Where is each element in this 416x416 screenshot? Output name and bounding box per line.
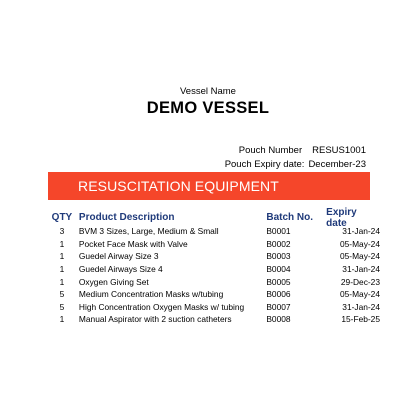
row-batch: B0004 <box>266 264 291 275</box>
row-batch: B0003 <box>266 251 291 262</box>
row-description: Medium Concentration Masks w/tubing <box>78 289 224 300</box>
row-description: High Concentration Oxygen Masks w/ tubing <box>78 301 245 312</box>
row-expiry: 05-May-24 <box>339 289 380 300</box>
table-header <box>50 206 380 229</box>
row-qty: 5 <box>59 289 65 300</box>
table-row <box>50 301 380 314</box>
column-header-expiry: Expiry date <box>326 206 357 229</box>
row-qty: 1 <box>59 276 65 287</box>
row-expiry: 05-May-24 <box>339 238 380 249</box>
equipment-table <box>50 206 380 326</box>
pouch-number-value: RESUS1001 <box>312 145 366 156</box>
table-body <box>50 225 380 326</box>
row-description: BVM 3 Sizes, Large, Medium & Small <box>78 226 219 237</box>
column-header-description: Product Description <box>78 212 175 223</box>
row-expiry: 05-May-24 <box>339 251 380 262</box>
row-description: Oxygen Giving Set <box>78 276 149 287</box>
row-expiry: 15-Feb-25 <box>341 314 380 325</box>
table-row <box>50 313 380 326</box>
row-qty: 1 <box>59 314 65 325</box>
table-row <box>50 225 380 238</box>
vessel-name: DEMO VESSEL <box>146 99 270 117</box>
row-qty: 1 <box>59 251 65 262</box>
row-description: Guedel Airway Size 3 <box>78 251 159 262</box>
column-header-batch: Batch No. <box>266 212 314 223</box>
vessel-name-label: Vessel Name <box>180 86 236 97</box>
row-expiry: 31-Jan-24 <box>342 301 380 312</box>
column-header-qty: QTY <box>51 212 73 223</box>
pouch-number-row <box>239 145 366 156</box>
row-description: Manual Aspirator with 2 suction catheters <box>78 314 232 325</box>
row-description: Guedel Airways Size 4 <box>78 264 163 275</box>
row-qty: 1 <box>59 238 65 249</box>
row-batch: B0002 <box>266 238 291 249</box>
table-row <box>50 275 380 288</box>
row-expiry: 31-Jan-24 <box>342 264 380 275</box>
pouch-expiry-row <box>225 159 366 170</box>
section-title: RESUSCITATION EQUIPMENT <box>78 178 279 194</box>
row-description: Pocket Face Mask with Valve <box>78 238 188 249</box>
row-batch: B0001 <box>266 226 291 237</box>
row-expiry: 31-Jan-24 <box>342 226 380 237</box>
pouch-expiry-label: Pouch Expiry date: <box>224 159 305 170</box>
row-qty: 5 <box>59 301 65 312</box>
pouch-expiry-value: December-23 <box>308 159 366 170</box>
row-batch: B0007 <box>266 301 291 312</box>
row-batch: B0006 <box>266 289 291 300</box>
row-expiry: 29-Dec-23 <box>340 276 380 287</box>
table-row <box>50 288 380 301</box>
table-row <box>50 238 380 251</box>
table-row <box>50 250 380 263</box>
row-qty: 1 <box>59 264 65 275</box>
pouch-number-label: Pouch Number <box>238 145 303 156</box>
row-batch: B0008 <box>266 314 291 325</box>
row-batch: B0005 <box>266 276 291 287</box>
row-qty: 3 <box>59 226 65 237</box>
table-row <box>50 263 380 276</box>
section-banner <box>48 172 370 200</box>
